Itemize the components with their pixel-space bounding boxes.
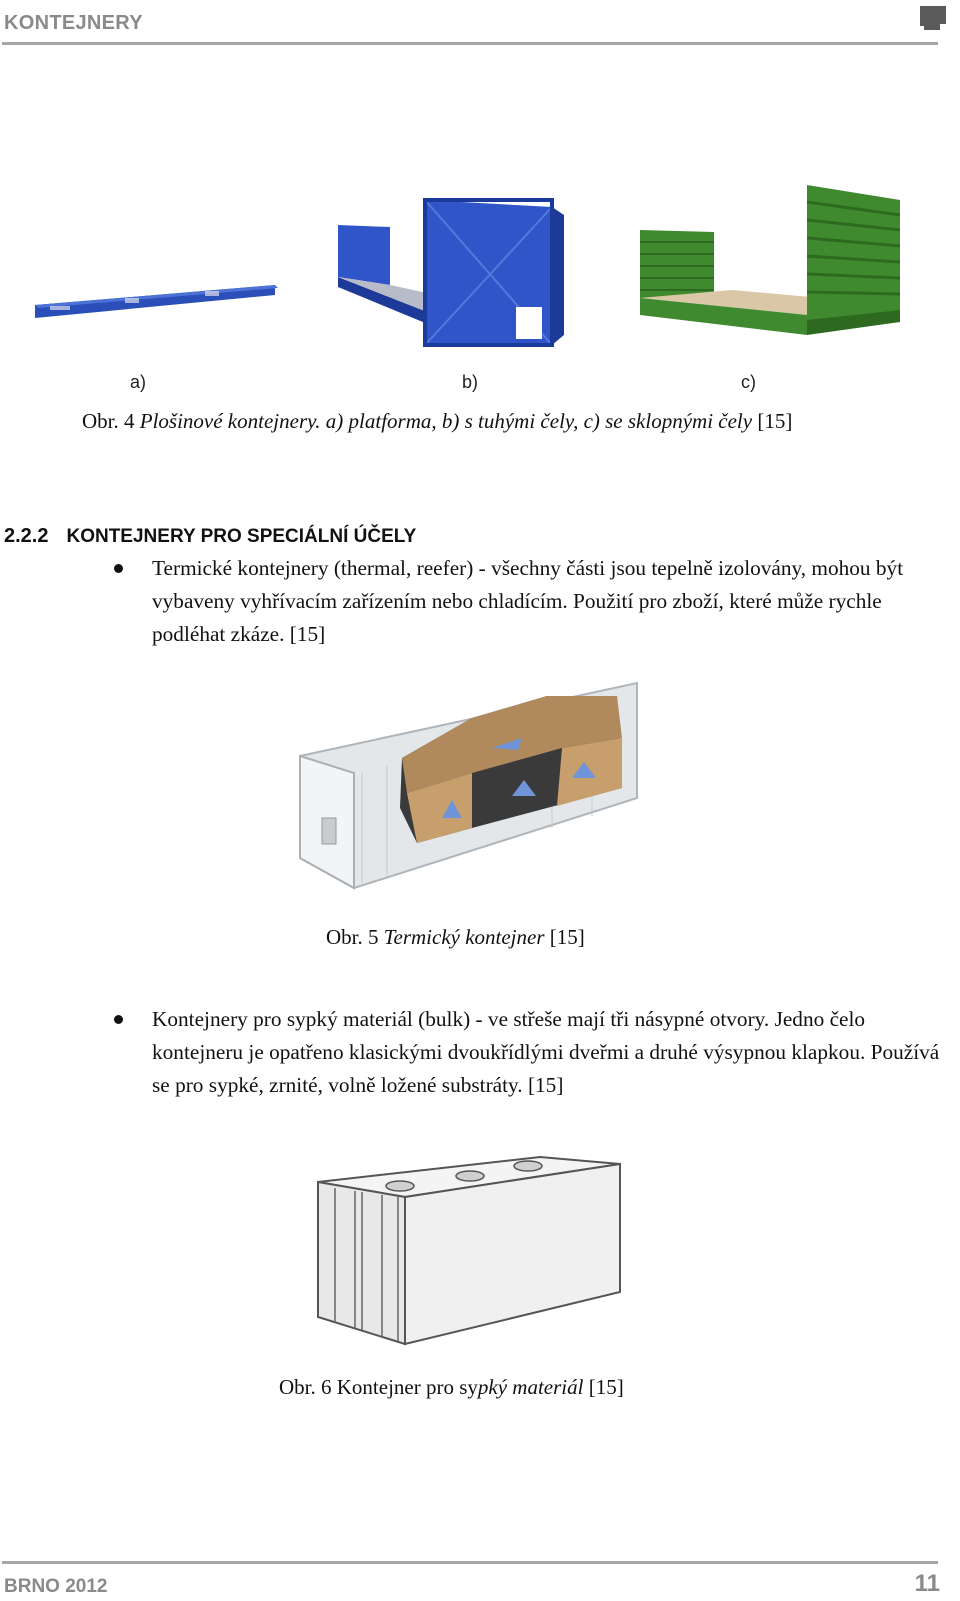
bullet-icon [114,564,123,573]
figure-6-image-bulk-container [310,1152,628,1354]
figure-4-label-b: b) [462,372,479,392]
figure-4-caption: Obr. 4 Plošinové kontejnery. a) platforma, b) s tuhými čely, c) se sklopnými čely [15] [82,409,793,433]
header-rule [2,42,938,45]
figure-5-image-thermal-container [292,678,657,913]
footer-rule [2,1561,938,1564]
bullet-icon [114,1015,123,1024]
figure-4-image-c-folding-ends [632,180,907,355]
bullet-item-bulk: Kontejnery pro sypký materiál (bulk) - ve střeše mají tři násypné otvory. Jedno čelo kontejneru je opatřeno klasickými dvoukřídlými dveřmi a druhé výsypnou klapkou. Používá se pro sypké, zrnité, volně ložené substráty. [15] [152,1007,940,1097]
figure-4-label-c: c) [741,372,756,392]
bullet-item-thermal: Termické kontejnery (thermal, reefer) - všechny části jsou tepelně izolovány, mohou být vybaveny vyhřívacím zařízením nebo chladícím. Použití pro zboží, které může rychle podléhat zkáze. [15] [152,556,904,646]
page-number: 11 [914,1570,940,1597]
figure-4-image-b-rigid-ends [330,195,585,360]
section-heading [4,525,416,548]
footer-location-year: BRNO 2012 [4,1576,108,1597]
section-number: 2.2.2 [4,525,49,547]
figure-4-image-a-platform [30,280,280,330]
logo-icon [918,4,948,34]
figure-6-caption: Obr. 6 Kontejner pro sypký materiál [15] [279,1375,624,1399]
section-title: KONTEJNERY PRO SPECIÁLNÍ ÚČELY [66,526,417,547]
figure-4-label-a: a) [130,372,147,392]
figure-5-caption: Obr. 5 Termický kontejner [15] [326,925,585,949]
running-header: KONTEJNERY [4,12,143,34]
